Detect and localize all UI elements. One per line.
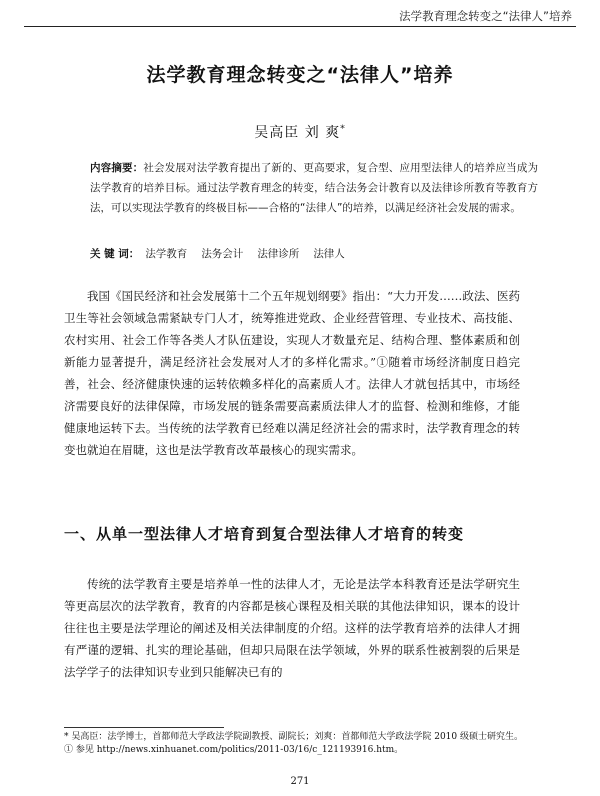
section-heading: 一、从单一型法律人才培育到复合型法律人才培育的转变 [64,525,465,543]
authors [0,122,600,142]
article-title: 法学教育理念转变之“法律人”培养 [146,64,454,86]
author-footnote-mark: * [340,124,346,135]
body-paragraph-2 [64,573,520,683]
paragraph-text: 我国《国民经济和社会发展第十二个五年规划纲要》指出：“大力开发……政法、医药卫生等社会领域急需紧缺专门人才，统筹推进党政、企业经营管理、专业技术、高技能、农村实用、社会工作等各类人才队伍建设，实现人才数量充足、结构合理、整体素质和创新能力显著提升，满足经济社会发展对人才的多样化需求。”①随着市场经济制度日趋完善，社会、经济健康快速的运转依赖多样化的高素质人才。法律人才就包括其中，市场经济需要良好的法律保障，市场发展的链条需要高素质法律人才的监督、检测和维修，才能健康地运转下去。当传统的法学教育已经难以满足经济社会的需求时，法学教育理念的转变也就迫在眉睫，这也是法学教育改革最核心的现实需求。 [64,289,520,457]
keyword: 法律诊所 [257,248,300,260]
keywords [90,244,538,264]
author-names: 吴高臣 刘 爽 [254,125,341,141]
keywords-label: 关 键 词： [90,248,140,260]
abstract-label: 内容摘要： [90,162,144,174]
paragraph-text: 传统的法学教育主要是培养单一性的法律人才，无论是法学本科教育还是法学研究生等更高层次的法学教育，教育的内容都是核心课程及相关联的其他法律知识，课本的设计往往也主要是法学理论的阐述及相关法律制度的介绍。这样的法学教育培养的法律人才拥有严谨的逻辑、扎实的理论基础，但却只局限在法学领域，外界的联系性被割裂的后果是法学学子的法律知识专业到只能解决已有的 [64,577,520,679]
running-head: 法学教育理念转变之“法律人”培养 [24,6,576,27]
footnote-reference: ① 参见 http://news.xinhuanet.com/politics/2011-03/16/c_121193916.htm。 [64,745,404,755]
keyword: 法务会计 [201,248,244,260]
keyword: 法学教育 [145,248,188,260]
abstract-text: 社会发展对法学教育提出了新的、更高要求，复合型、应用型法律人的培养应当成为法学教育的培养目标。通过法学教育理念的转变，结合法务会计教育以及法律诊所教育等教育方法，可以实现法学教育的终极目标——合格的“法律人”的培养，以满足经济社会发展的需求。 [90,162,539,214]
page-number: 271 [290,776,310,787]
body-paragraph-1 [64,285,520,461]
keyword: 法律人 [313,248,345,260]
abstract [90,158,538,218]
footnote-author: * 吴高臣：法学博士，首都师范大学政法学院副教授、副院长；刘爽：首都师范大学政法学院 2010 级硕士研究生。 [64,732,523,742]
footnote-divider [64,727,224,728]
footnotes [64,731,534,757]
